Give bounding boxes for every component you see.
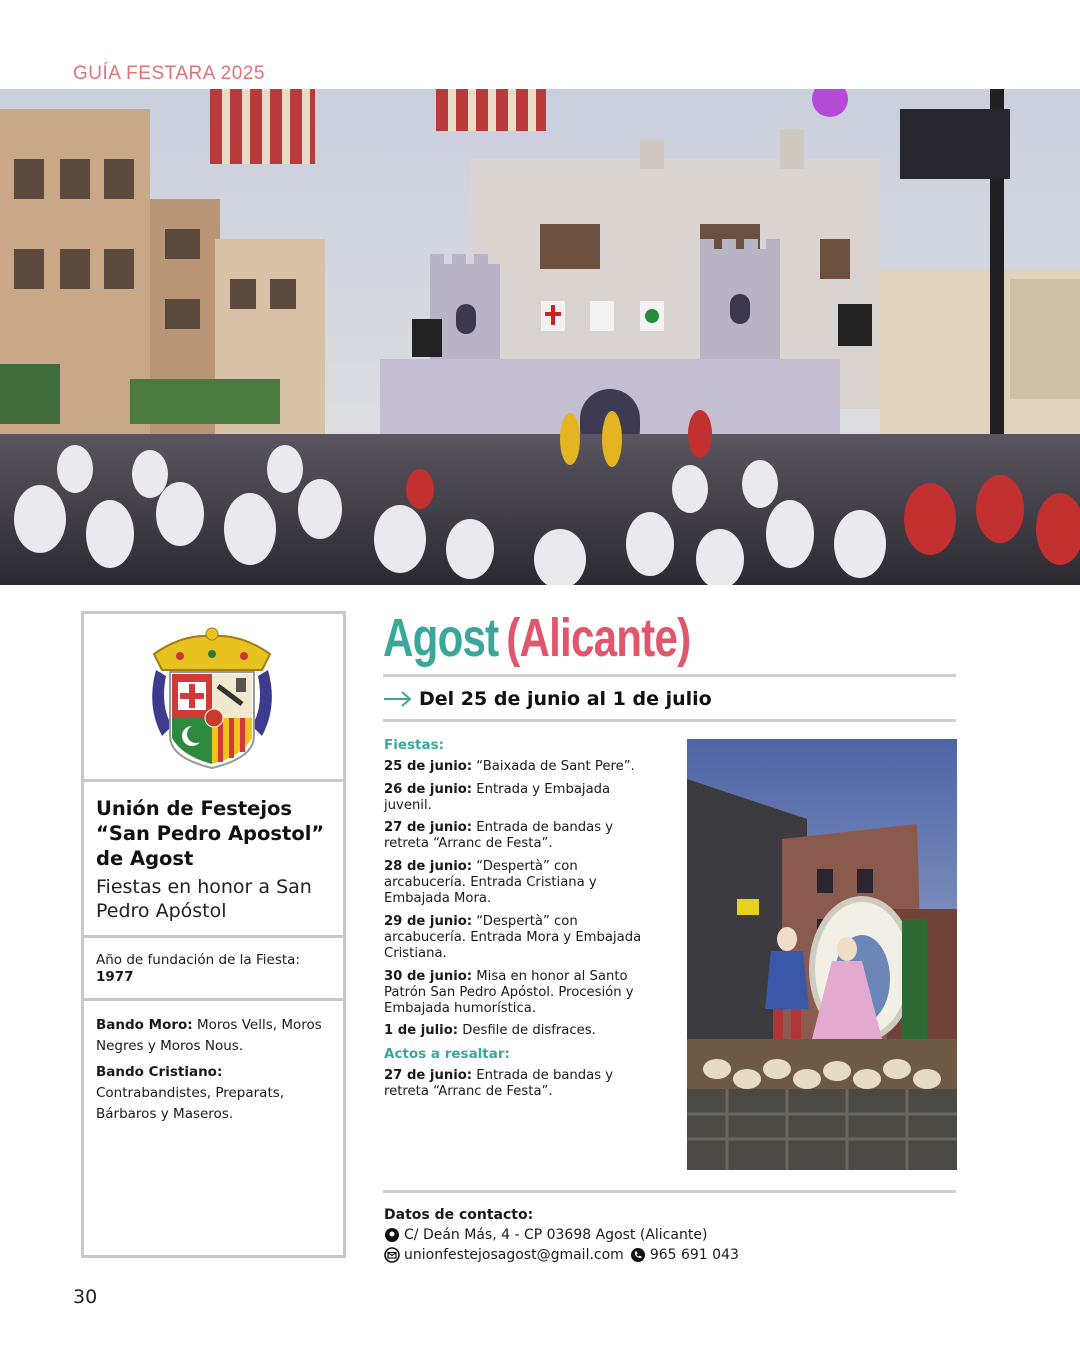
entry-date: 28 de junio: <box>384 858 473 874</box>
entry-text: Entrada de bandas y retreta “Arranc de Festa”. <box>384 1068 614 1100</box>
parade-float-image <box>687 739 957 1170</box>
program-entry <box>384 1023 656 1039</box>
bandos-info <box>84 1001 343 1144</box>
bando-moro-value: Moros Vells, Moros Negres y Moros Nous. <box>96 1017 322 1054</box>
email-icon <box>384 1247 400 1263</box>
contact-email-phone-row <box>384 1245 739 1265</box>
location-pin-icon <box>384 1227 400 1243</box>
crest-area <box>84 614 343 782</box>
festival-castle-photo <box>0 89 1080 585</box>
foundation-label: Año de fundación de la Fiesta: <box>96 952 300 968</box>
entry-text: Desfile de disfraces. <box>462 1023 596 1039</box>
page-title <box>383 602 690 674</box>
org-details <box>84 782 343 938</box>
divider-contact <box>383 1190 956 1193</box>
contact-phone[interactable]: 965 691 043 <box>649 1247 739 1263</box>
org-subtitle: Fiestas en honor a San Pedro Apóstol <box>96 876 312 922</box>
highlight-heading: Actos a resaltar: <box>384 1045 510 1062</box>
entry-date: 30 de junio: <box>384 968 473 984</box>
arrow-right-icon <box>383 690 413 708</box>
entry-date: 25 de junio: <box>384 759 473 775</box>
entry-date: 27 de junio: <box>384 820 473 836</box>
highlight-entry <box>384 1068 656 1101</box>
entry-text: Entrada y Embajada juvenil. <box>384 781 611 813</box>
program-entry <box>384 820 656 853</box>
guide-header-label: GUÍA FESTARA 2025 <box>73 63 265 84</box>
entry-text: Entrada de bandas y retreta “Arranc de Festa”. <box>384 820 614 852</box>
org-info-box <box>81 611 346 1258</box>
contact-block <box>384 1205 739 1265</box>
entry-date: 1 de julio: <box>384 1023 459 1039</box>
page-number: 30 <box>73 1286 98 1308</box>
dates-text: Del 25 de junio al 1 de julio <box>419 688 712 710</box>
divider-dates <box>383 719 956 722</box>
foundation-info <box>84 938 343 1001</box>
org-name: Unión de Festejos “San Pedro Apostol” de Agost <box>96 797 325 870</box>
entry-date: 27 de junio: <box>384 1068 473 1084</box>
program-entry <box>384 969 656 1018</box>
contact-address-row <box>384 1225 739 1245</box>
divider-top <box>383 674 956 677</box>
contact-address: C/ Deán Más, 4 - CP 03698 Agost (Alicante) <box>404 1227 708 1243</box>
entry-text: “Baixada de Sant Pere”. <box>476 759 635 775</box>
program-list <box>384 737 656 1107</box>
program-entry <box>384 914 656 963</box>
entry-date: 26 de junio: <box>384 781 473 797</box>
program-entry <box>384 782 656 815</box>
program-entry <box>384 759 656 775</box>
bando-cristiano-label: Bando Cristiano: <box>96 1064 223 1080</box>
title-city: Agost <box>383 608 499 668</box>
entry-text: “Despertà” con arcabucería. Entrada Cristiana y Embajada Mora. <box>384 858 597 907</box>
bando-moro-label: Bando Moro: <box>96 1017 193 1033</box>
parade-float-photo <box>687 739 957 1170</box>
title-province: (Alicante) <box>506 608 691 668</box>
coat-of-arms-icon <box>142 626 282 770</box>
contact-heading: Datos de contacto: <box>384 1207 534 1223</box>
dates-line <box>383 685 712 713</box>
foundation-year: 1977 <box>96 969 134 985</box>
entry-text: “Despertà” con arcabucería. Entrada Mora y Embajada Cristiana. <box>384 913 642 962</box>
hero-photo <box>0 89 1080 585</box>
entry-text: Misa en honor al Santo Patrón San Pedro Apóstol. Procesión y Embajada humorística. <box>384 968 634 1017</box>
phone-icon <box>630 1247 646 1263</box>
program-entry <box>384 859 656 908</box>
entry-date: 29 de junio: <box>384 913 473 929</box>
bando-cristiano-value: Contrabandistes, Preparats, Bárbaros y Maseros. <box>96 1085 285 1122</box>
fiestas-heading: Fiestas: <box>384 737 445 753</box>
contact-email[interactable]: unionfestejosagost@gmail.com <box>404 1247 624 1263</box>
